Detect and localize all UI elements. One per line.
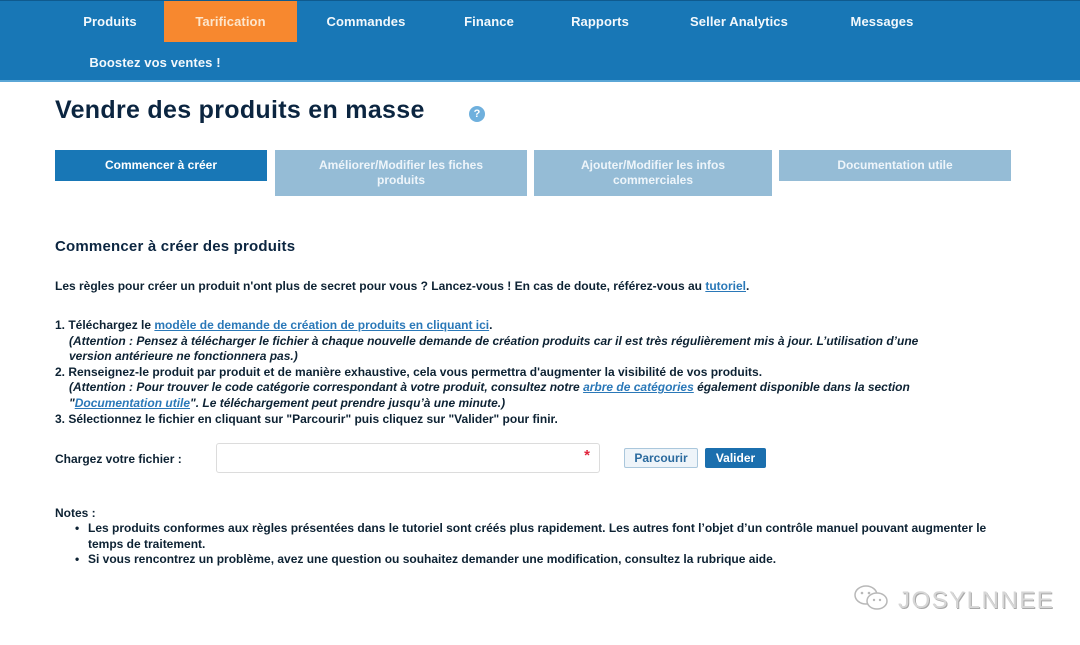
step-2-note2-suffix: ". Le téléchargement peut prendre jusqu’à une minute.) <box>190 395 506 410</box>
steps-list <box>55 318 1005 427</box>
step-1 <box>55 318 1005 334</box>
download-template-link[interactable]: modèle de demande de création de produits en cliquant ici <box>154 318 490 332</box>
help-icon[interactable]: ? <box>469 106 485 122</box>
wechat-icon <box>852 584 898 619</box>
top-navigation <box>0 0 1080 82</box>
validate-button[interactable]: Valider <box>705 448 766 468</box>
notes-title: Notes : <box>55 506 96 520</box>
watermark <box>852 586 1054 616</box>
browse-button[interactable]: Parcourir <box>624 448 698 468</box>
step-1-note-line-1: (Attention : Pensez à télécharger le fichier à chaque nouvelle demande de création produits car il est très régulièrement mis à jour. L’utilisation d’une <box>69 333 919 348</box>
step-2-note-prefix: (Attention : Pour trouver le code catégorie correspondant à votre produit, consultez notre <box>69 380 584 395</box>
step-2-note-suffix: également disponible dans la section <box>693 380 910 395</box>
page-title: Vendre des produits en masse <box>55 96 425 124</box>
step-2-note2-prefix: " <box>69 395 75 410</box>
nav-item-tarification[interactable]: Tarification <box>164 1 297 42</box>
nav-item-produits[interactable]: Produits <box>83 14 137 29</box>
nav-item-rapports[interactable]: Rapports <box>571 14 629 29</box>
step-1-note-line-2: version antérieure ne fonctionnera pas.) <box>69 349 298 364</box>
step-1-prefix: 1. Téléchargez le <box>55 318 155 332</box>
notes-list <box>88 521 988 568</box>
intro-text <box>55 279 749 293</box>
required-marker: * <box>584 447 590 464</box>
step-1-suffix: . <box>489 318 493 332</box>
tutorial-link[interactable]: tutoriel <box>705 279 746 293</box>
file-path-input[interactable] <box>216 443 600 473</box>
step-3: 3. Sélectionnez le fichier en cliquant sur "Parcourir" puis cliquez sur "Valider" pour finir. <box>55 411 558 426</box>
step-2-note-line-1 <box>55 380 1005 396</box>
nav-item-commandes[interactable]: Commandes <box>326 14 406 29</box>
tab-documentation-utile[interactable]: Documentation utile <box>779 150 1011 181</box>
step-2: 2. Renseignez-le produit par produit et de manière exhaustive, cela vous permettra d'augmenter la visibilité de vos produits. <box>55 364 763 379</box>
tab-ajouter-modifier-infos[interactable]: Ajouter/Modifier les infos commerciales <box>534 150 772 196</box>
category-tree-link[interactable]: arbre de catégories <box>583 380 694 395</box>
note-item: • Si vous rencontrez un problème, avez une question ou souhaitez demander une modification, consultez la rubrique aide. <box>88 552 988 568</box>
upload-label: Chargez votre fichier : <box>55 452 182 466</box>
nav-item-messages[interactable]: Messages <box>850 14 914 29</box>
step-2-note-line-2 <box>55 396 1005 412</box>
tab-commencer-a-creer[interactable]: Commencer à créer <box>55 150 267 181</box>
nav-item-boostez-vos-ventes[interactable]: Boostez vos ventes ! <box>89 55 221 70</box>
intro-text-body: Les règles pour créer un produit n'ont plus de secret pour vous ? Lancez-vous ! En cas de doute, référez-vous au <box>55 279 706 293</box>
documentation-utile-link[interactable]: Documentation utile <box>74 395 191 410</box>
intro-text-end: . <box>746 279 750 293</box>
section-title: Commencer à créer des produits <box>55 238 296 255</box>
tab-ameliorer-modifier-fiches[interactable]: Améliorer/Modifier les fiches produits <box>275 150 527 196</box>
nav-item-finance[interactable]: Finance <box>464 14 514 29</box>
note-item: • Les produits conformes aux règles présentées dans le tutoriel sont créés plus rapidement. Les autres font l’objet d’un contrôle manuel pouvant augmenter le temps de traitement. <box>88 521 988 552</box>
nav-item-seller-analytics[interactable]: Seller Analytics <box>690 14 788 29</box>
watermark-text: JOSYLNNEE <box>898 587 1055 614</box>
